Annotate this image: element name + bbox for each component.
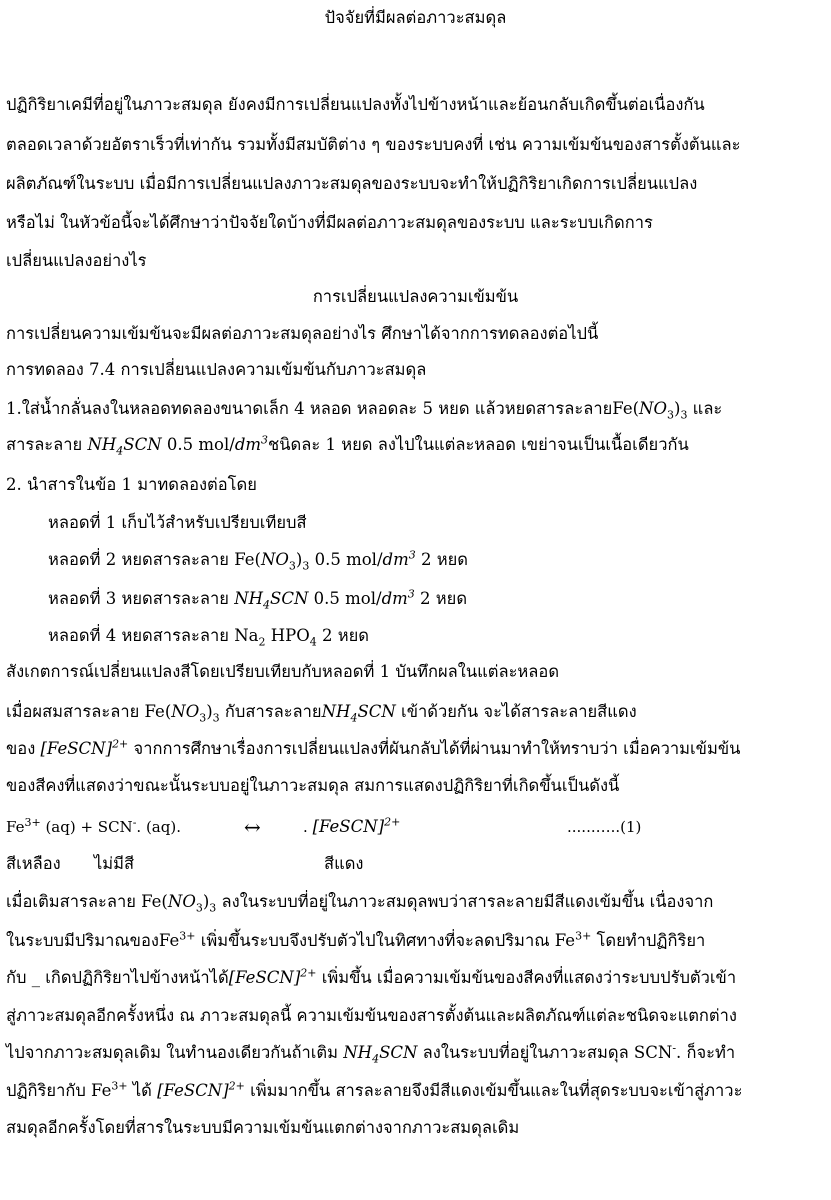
step-2: 2. นำสารในข้อ 1 มาทดลองต่อโดย	[6, 475, 257, 494]
page-title: ปัจจัยที่มีผลต่อภาวะสมดุล	[324, 8, 507, 27]
mix-line-3: ของสีคงที่แสดงว่าขณะนั้นระบบอยู่ในภาวะสมดุล สมการแสดงปฏิกิริยาที่เกิดขึ้นเป็นดังนี้	[6, 776, 620, 795]
mix-line-1: เมื่อผสมสารละลาย $Fe(NO_3)_3$ กับสารละลาย$NH_4SCN$ เข้าด้วยกัน จะได้สารละลายสีแดง	[6, 702, 637, 725]
step-1-line-2: สารละลาย $NH_4SCN$ 0.5 mol/$dm^3$ชนิดละ 1 หยด ลงไปในแต่ละหลอด เขย่าจนเป็นเนื้อเดียวกัน	[6, 433, 689, 458]
intro-line-4: หรือไม่ ในหัวข้อนี้จะได้ศึกษาว่าปัจจัยใดบ้างที่มีผลต่อภาวะสมดุลของระบบ และระบบเกิดการ	[6, 213, 653, 232]
color-yellow: สีเหลือง	[6, 854, 61, 873]
equation-product: . [FeSCN]$^{2+}$	[303, 815, 401, 836]
mix-line-2: ของ [FeSCN]$^{2+}$ จากการศึกษาเรื่องการเปลี่ยนแปลงที่ผันกลับได้ที่ผ่านมาทำให้ทราบว่า เมื่อความเข้มข้น	[6, 737, 741, 758]
equation-reference: ......…..(1)	[567, 818, 642, 836]
experiment-title: การทดลอง 7.4 การเปลี่ยนแปลงความเข้มข้นกับภาวะสมดุล	[6, 360, 427, 379]
intro-line-1: ปฏิกิริยาเคมีที่อยู่ในภาวะสมดุล ยังคงมีการเปลี่ยนแปลงทั้งไปข้างหน้าและย้อนกลับเกิดขึ้นต่อเนื่องกัน	[6, 95, 705, 114]
step-1-line-1: 1.ใส่น้ำกลั่นลงในหลอดทดลองขนาดเล็ก 4 หลอด หลอดละ 5 หยด แล้วหยดสารละลาย$Fe(NO_3)_3$ และ	[6, 399, 723, 422]
equilibrium-arrow-icon: ↔	[244, 815, 261, 839]
intro-line-5: เปลี่ยนแปลงอย่างไร	[6, 251, 147, 270]
tube-4: หลอดที่ 4 หยดสารละลาย $Na_2$ $HPO_4$ 2 หยด	[48, 626, 369, 649]
para2-line-4: สู่ภาวะสมดุลอีกครั้งหนึ่ง ณ ภาวะสมดุลนี้ ความเข้มข้นของสารตั้งต้นและผลิตภัณฑ์แต่ละชนิดจะแตกต่าง	[6, 1006, 737, 1025]
para2-line-5: ไปจากภาวะสมดุลเดิม ในทำนองเดียวกันถ้าเติม $NH_4SCN$ ลงในระบบที่อยู่ในภาวะสมดุล SCN-. ก็จะทำ	[6, 1041, 736, 1066]
color-red: สีแดง	[324, 854, 364, 873]
para2-line-2: ในระบบมีปริมาณของ$Fe^{3+}$ เพิ่มขึ้นระบบจึงปรับตัวไปในทิศทางที่จะลดปริมาณ $Fe^{3+}$ โดยทำปฏิกิริยา	[6, 929, 706, 950]
color-none: ไม่มีสี	[94, 854, 135, 873]
observe-instruction: สังเกตการณ์เปลี่ยนแปลงสีโดยเปรียบเทียบกับหลอดที่ 1 บันทึกผลในแต่ละหลอด	[6, 662, 560, 681]
tube-2: หลอดที่ 2 หยดสารละลาย $Fe(NO_3)_3$ 0.5 mol/$dm^3$ 2 หยด	[48, 548, 468, 573]
lead-text: การเปลี่ยนความเข้มข้นจะมีผลต่อภาวะสมดุลอย่างไร ศึกษาได้จากการทดลองต่อไปนี้	[6, 324, 599, 343]
para2-line-1: เมื่อเติมสารละลาย $Fe(NO_3)_3$ ลงในระบบที่อยู่ในภาวะสมดุลพบว่าสารละลายมีสีแดงเข้มขึ้น เนื่องจาก	[6, 892, 714, 915]
equation-reactants: $Fe^{3+}$ (aq) + SCN-. (aq).	[6, 816, 181, 836]
intro-line-3: ผลิตภัณฑ์ในระบบ เมื่อมีการเปลี่ยนแปลงภาวะสมดุลของระบบจะทำให้ปฏิกิริยาเกิดการเปลี่ยนแปลง	[6, 174, 698, 193]
intro-line-2: ตลอดเวลาด้วยอัตราเร็วที่เท่ากัน รวมทั้งมีสมบัติต่าง ๆ ของระบบคงที่ เช่น ความเข้มข้นของสารตั้งต้นและ	[6, 135, 741, 154]
tube-3: หลอดที่ 3 หยดสารละลาย $NH_4SCN$ 0.5 mol/$dm^3$ 2 หยด	[48, 587, 468, 612]
para2-line-6: ปฏิกิริยากับ $Fe^{3+}$ ได้ [FeSCN]$^{2+}$ เพิ่มมากขึ้น สารละลายจึงมีสีแดงเข้มขึ้นและในที่สุดระบบจะเข้าสู่ภาวะ	[6, 1079, 743, 1100]
section-heading: การเปลี่ยนแปลงความเข้มข้น	[312, 287, 519, 306]
tube-1: หลอดที่ 1 เก็บไว้สำหรับเปรียบเทียบสี	[48, 513, 307, 532]
para2-line-7: สมดุลอีกครั้งโดยที่สารในระบบมีความเข้มข้นแตกต่างจากภาวะสมดุลเดิม	[6, 1118, 520, 1137]
para2-line-3: กับ _ เกิดปฏิกิริยาไปข้างหน้าได้[FeSCN]$^{2+}$ เพิ่มขึ้น เมื่อความเข้มข้นของสีคงที่แสดงว่าระบบปรับตัวเข้า	[6, 966, 737, 987]
